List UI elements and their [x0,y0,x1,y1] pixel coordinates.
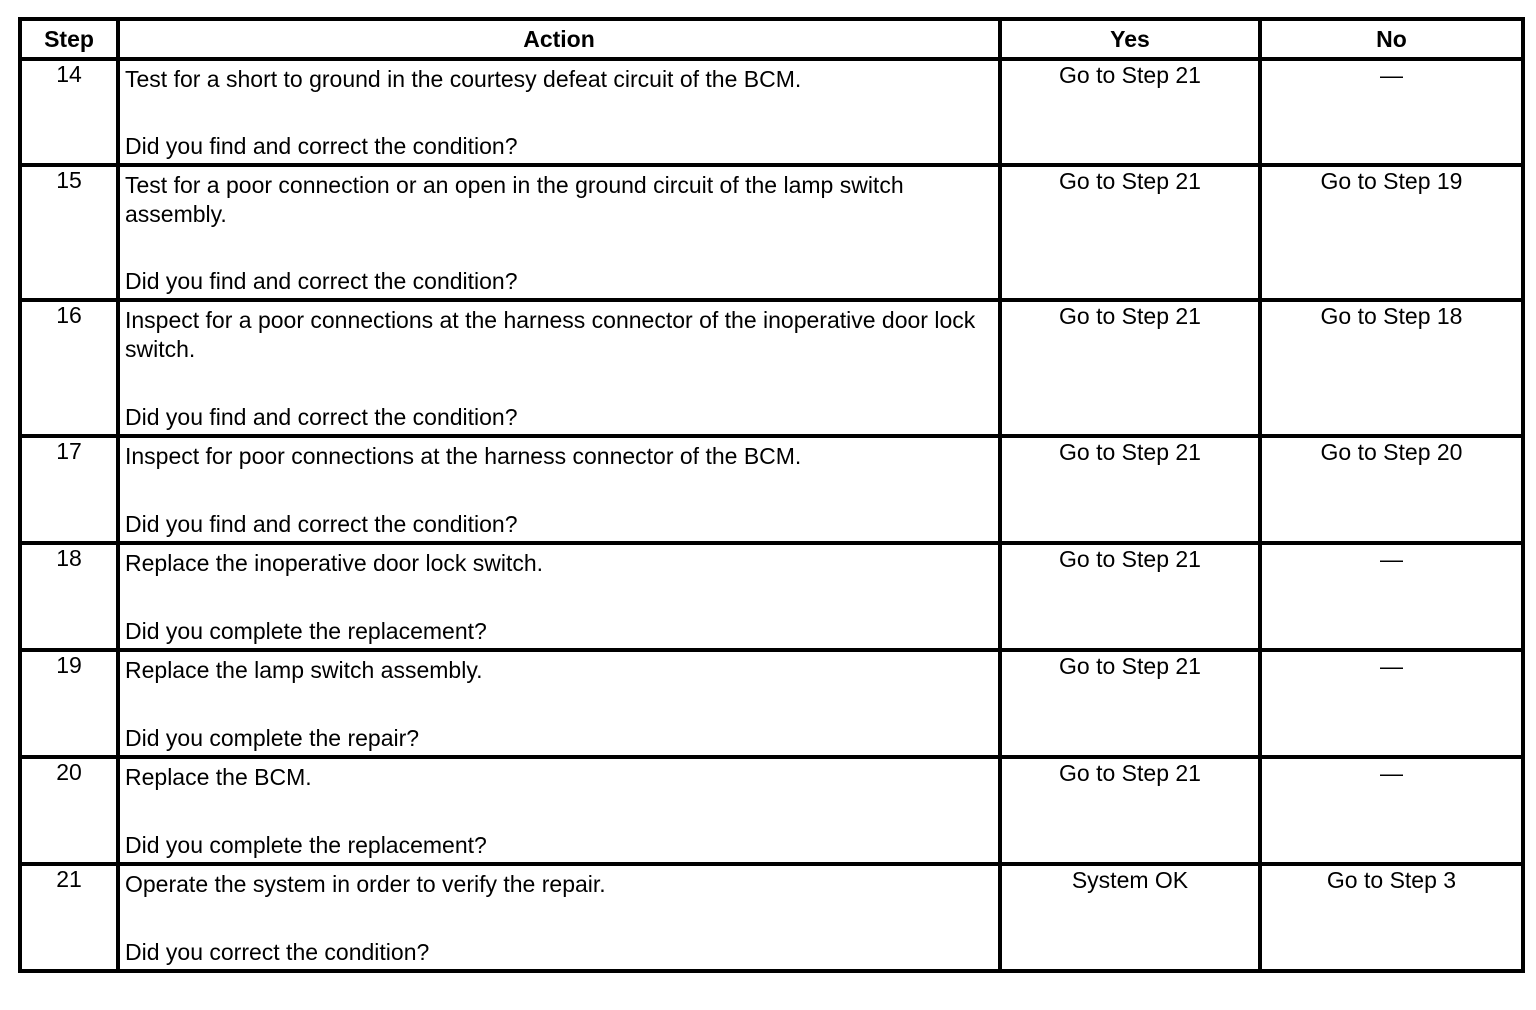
action-cell [118,59,1000,165]
yes-result: Go to Step 21 [1000,165,1260,300]
step-number: 18 [20,543,118,650]
action-instruction: Inspect for a poor connections at the harness connector of the inoperative door lock switch. [125,307,976,362]
yes-result: System OK [1000,864,1260,971]
header-action: Action [118,19,1000,59]
action-cell [118,165,1000,300]
yes-result: Go to Step 21 [1000,543,1260,650]
no-result: — [1260,650,1523,757]
no-result: Go to Step 3 [1260,864,1523,971]
table-row [20,165,1523,300]
step-number: 19 [20,650,118,757]
no-result: Go to Step 19 [1260,165,1523,300]
yes-result: Go to Step 21 [1000,650,1260,757]
table-row [20,650,1523,757]
action-question: Did you complete the replacement? [125,618,487,644]
header-no: No [1260,19,1523,59]
step-number: 21 [20,864,118,971]
action-question: Did you find and correct the condition? [125,268,518,294]
action-question: Did you find and correct the condition? [125,133,518,159]
table-row [20,436,1523,543]
step-number: 17 [20,436,118,543]
yes-result: Go to Step 21 [1000,300,1260,436]
diagnostic-table [18,17,1525,973]
action-cell [118,543,1000,650]
no-result: Go to Step 20 [1260,436,1523,543]
action-question: Did you find and correct the condition? [125,404,518,430]
table-row [20,864,1523,971]
action-cell [118,436,1000,543]
action-cell [118,300,1000,436]
action-instruction: Inspect for poor connections at the harness connector of the BCM. [125,443,802,469]
table-row [20,757,1523,864]
action-question: Did you find and correct the condition? [125,511,518,537]
step-number: 14 [20,59,118,165]
action-question: Did you correct the condition? [125,939,430,965]
action-instruction: Test for a short to ground in the courtesy defeat circuit of the BCM. [125,66,802,92]
step-number: 20 [20,757,118,864]
action-instruction: Replace the BCM. [125,764,312,790]
yes-result: Go to Step 21 [1000,757,1260,864]
action-cell [118,757,1000,864]
table-row [20,59,1523,165]
action-question: Did you complete the replacement? [125,832,487,858]
no-result: — [1260,543,1523,650]
table-row [20,300,1523,436]
action-instruction: Replace the lamp switch assembly. [125,657,483,683]
action-question: Did you complete the repair? [125,725,420,751]
yes-result: Go to Step 21 [1000,59,1260,165]
action-instruction: Replace the inoperative door lock switch. [125,550,544,576]
step-number: 16 [20,300,118,436]
action-instruction: Operate the system in order to verify the repair. [125,871,606,897]
action-cell [118,650,1000,757]
header-step: Step [20,19,118,59]
header-yes: Yes [1000,19,1260,59]
header-row [20,19,1523,59]
no-result: — [1260,59,1523,165]
action-cell [118,864,1000,971]
step-number: 15 [20,165,118,300]
no-result: — [1260,757,1523,864]
yes-result: Go to Step 21 [1000,436,1260,543]
action-instruction: Test for a poor connection or an open in the ground circuit of the lamp switch assembly. [125,172,904,227]
no-result: Go to Step 18 [1260,300,1523,436]
table-row [20,543,1523,650]
